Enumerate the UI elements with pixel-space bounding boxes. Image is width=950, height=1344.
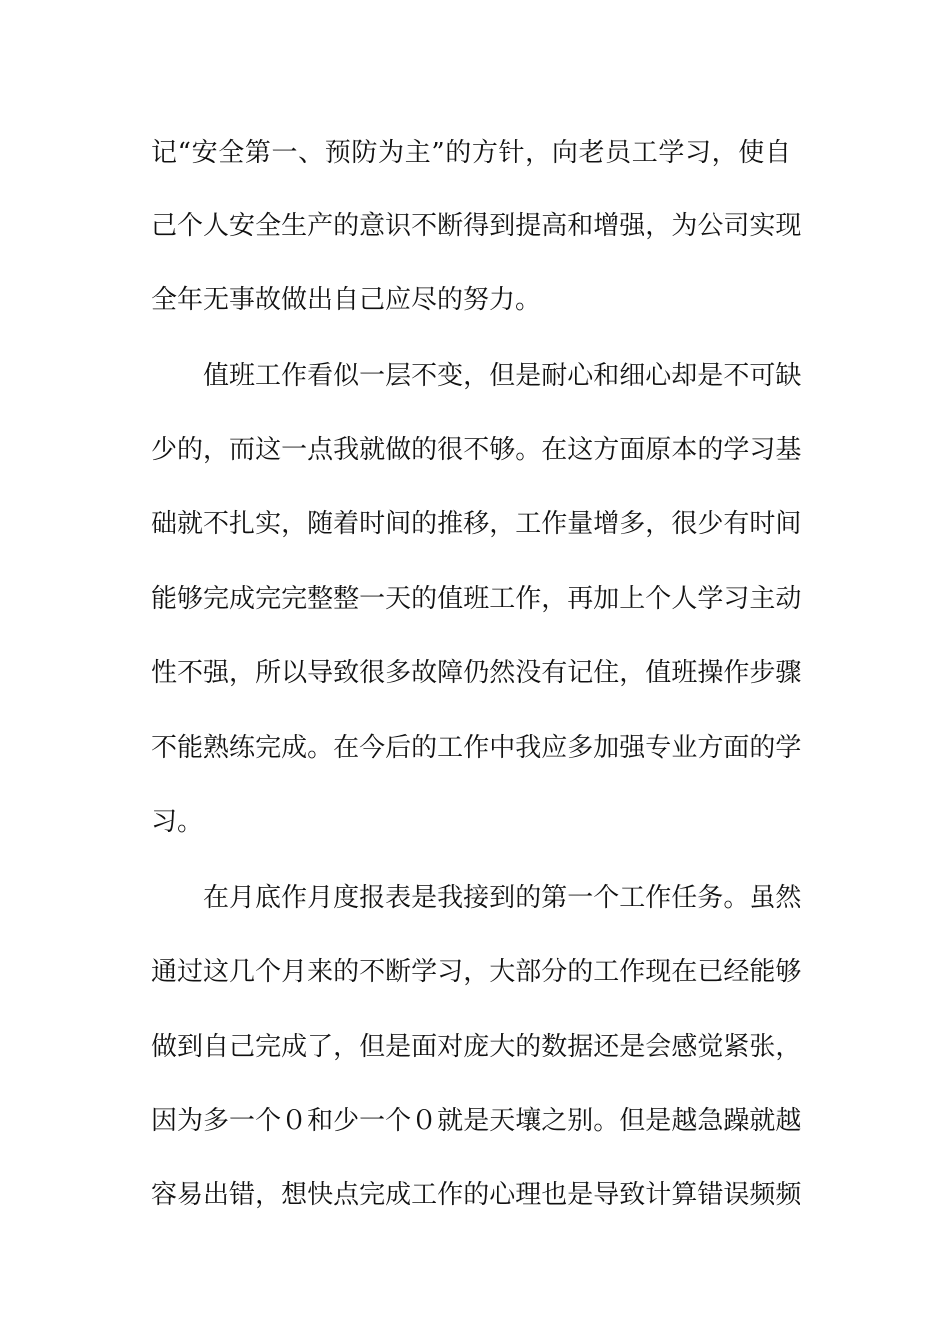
- paragraph-2-line-6: 不 能 熟 练 完 成 。 在 今 后 的 工 作 中 我 应 多 加 强 专 业 方 面 的 学: [151, 733, 802, 763]
- paragraph-2-line-2: 少 的 ， 而 这 一 点 我 就 做 的 很 不 够 。 在 这 方 面 原 本 的 学 习 基: [151, 435, 802, 465]
- paragraph-1-line-1: 记 “ 安 全 第 一 、 预 防 为 主 ” 的 方 针 ， 向 老 员 工 学 习 ， 使 自: [151, 138, 791, 168]
- paragraph-2-line-1: 值 班 工 作 看 似 一 层 不 变 ， 但 是 耐 心 和 细 心 却 是 不 可 缺: [203, 361, 802, 391]
- paragraph-2-line-5: 性 不 强 ， 所 以 导 致 很 多 故 障 仍 然 没 有 记 住 ， 值 班 操 作 步 骤: [151, 658, 802, 688]
- paragraph-3-line-4: 因 为 多 一 个 ０ 和 少 一 个 ０ 就 是 天 壤 之 别 。 但 是 越 急 躁 就 越: [151, 1106, 802, 1136]
- paragraph-1-line-3: 全年无事故做出自己应尽的努力。: [151, 285, 542, 315]
- paragraph-2-line-4: 能 够 完 成 完 完 整 整 一 天 的 值 班 工 作 ， 再 加 上 个 人 学 习 主 动: [151, 584, 802, 614]
- paragraph-3-line-2: 通 过 这 几 个 月 来 的 不 断 学 习 ， 大 部 分 的 工 作 现 在 已 经 能 够: [151, 957, 802, 987]
- paragraph-1-line-2: 己 个 人 安 全 生 产 的 意 识 不 断 得 到 提 高 和 增 强 ， 为 公 司 实 现: [151, 211, 802, 241]
- paragraph-3-line-1: 在 月 底 作 月 度 报 表 是 我 接 到 的 第 一 个 工 作 任 务 。 虽 然: [203, 883, 802, 913]
- paragraph-2-line-7: 习。: [151, 807, 204, 837]
- paragraph-2-line-3: 础 就 不 扎 实 ， 随 着 时 间 的 推 移 ， 工 作 量 增 多 ， 很 少 有 时 间: [151, 509, 802, 539]
- paragraph-3-line-5: 容 易 出 错 ， 想 快 点 完 成 工 作 的 心 理 也 是 导 致 计 算 错 误 频 频: [151, 1180, 802, 1210]
- paragraph-3-line-3: 做 到 自 己 完 成 了 ， 但 是 面 对 庞 大 的 数 据 还 是 会 感 觉 紧 张 ，: [151, 1032, 802, 1062]
